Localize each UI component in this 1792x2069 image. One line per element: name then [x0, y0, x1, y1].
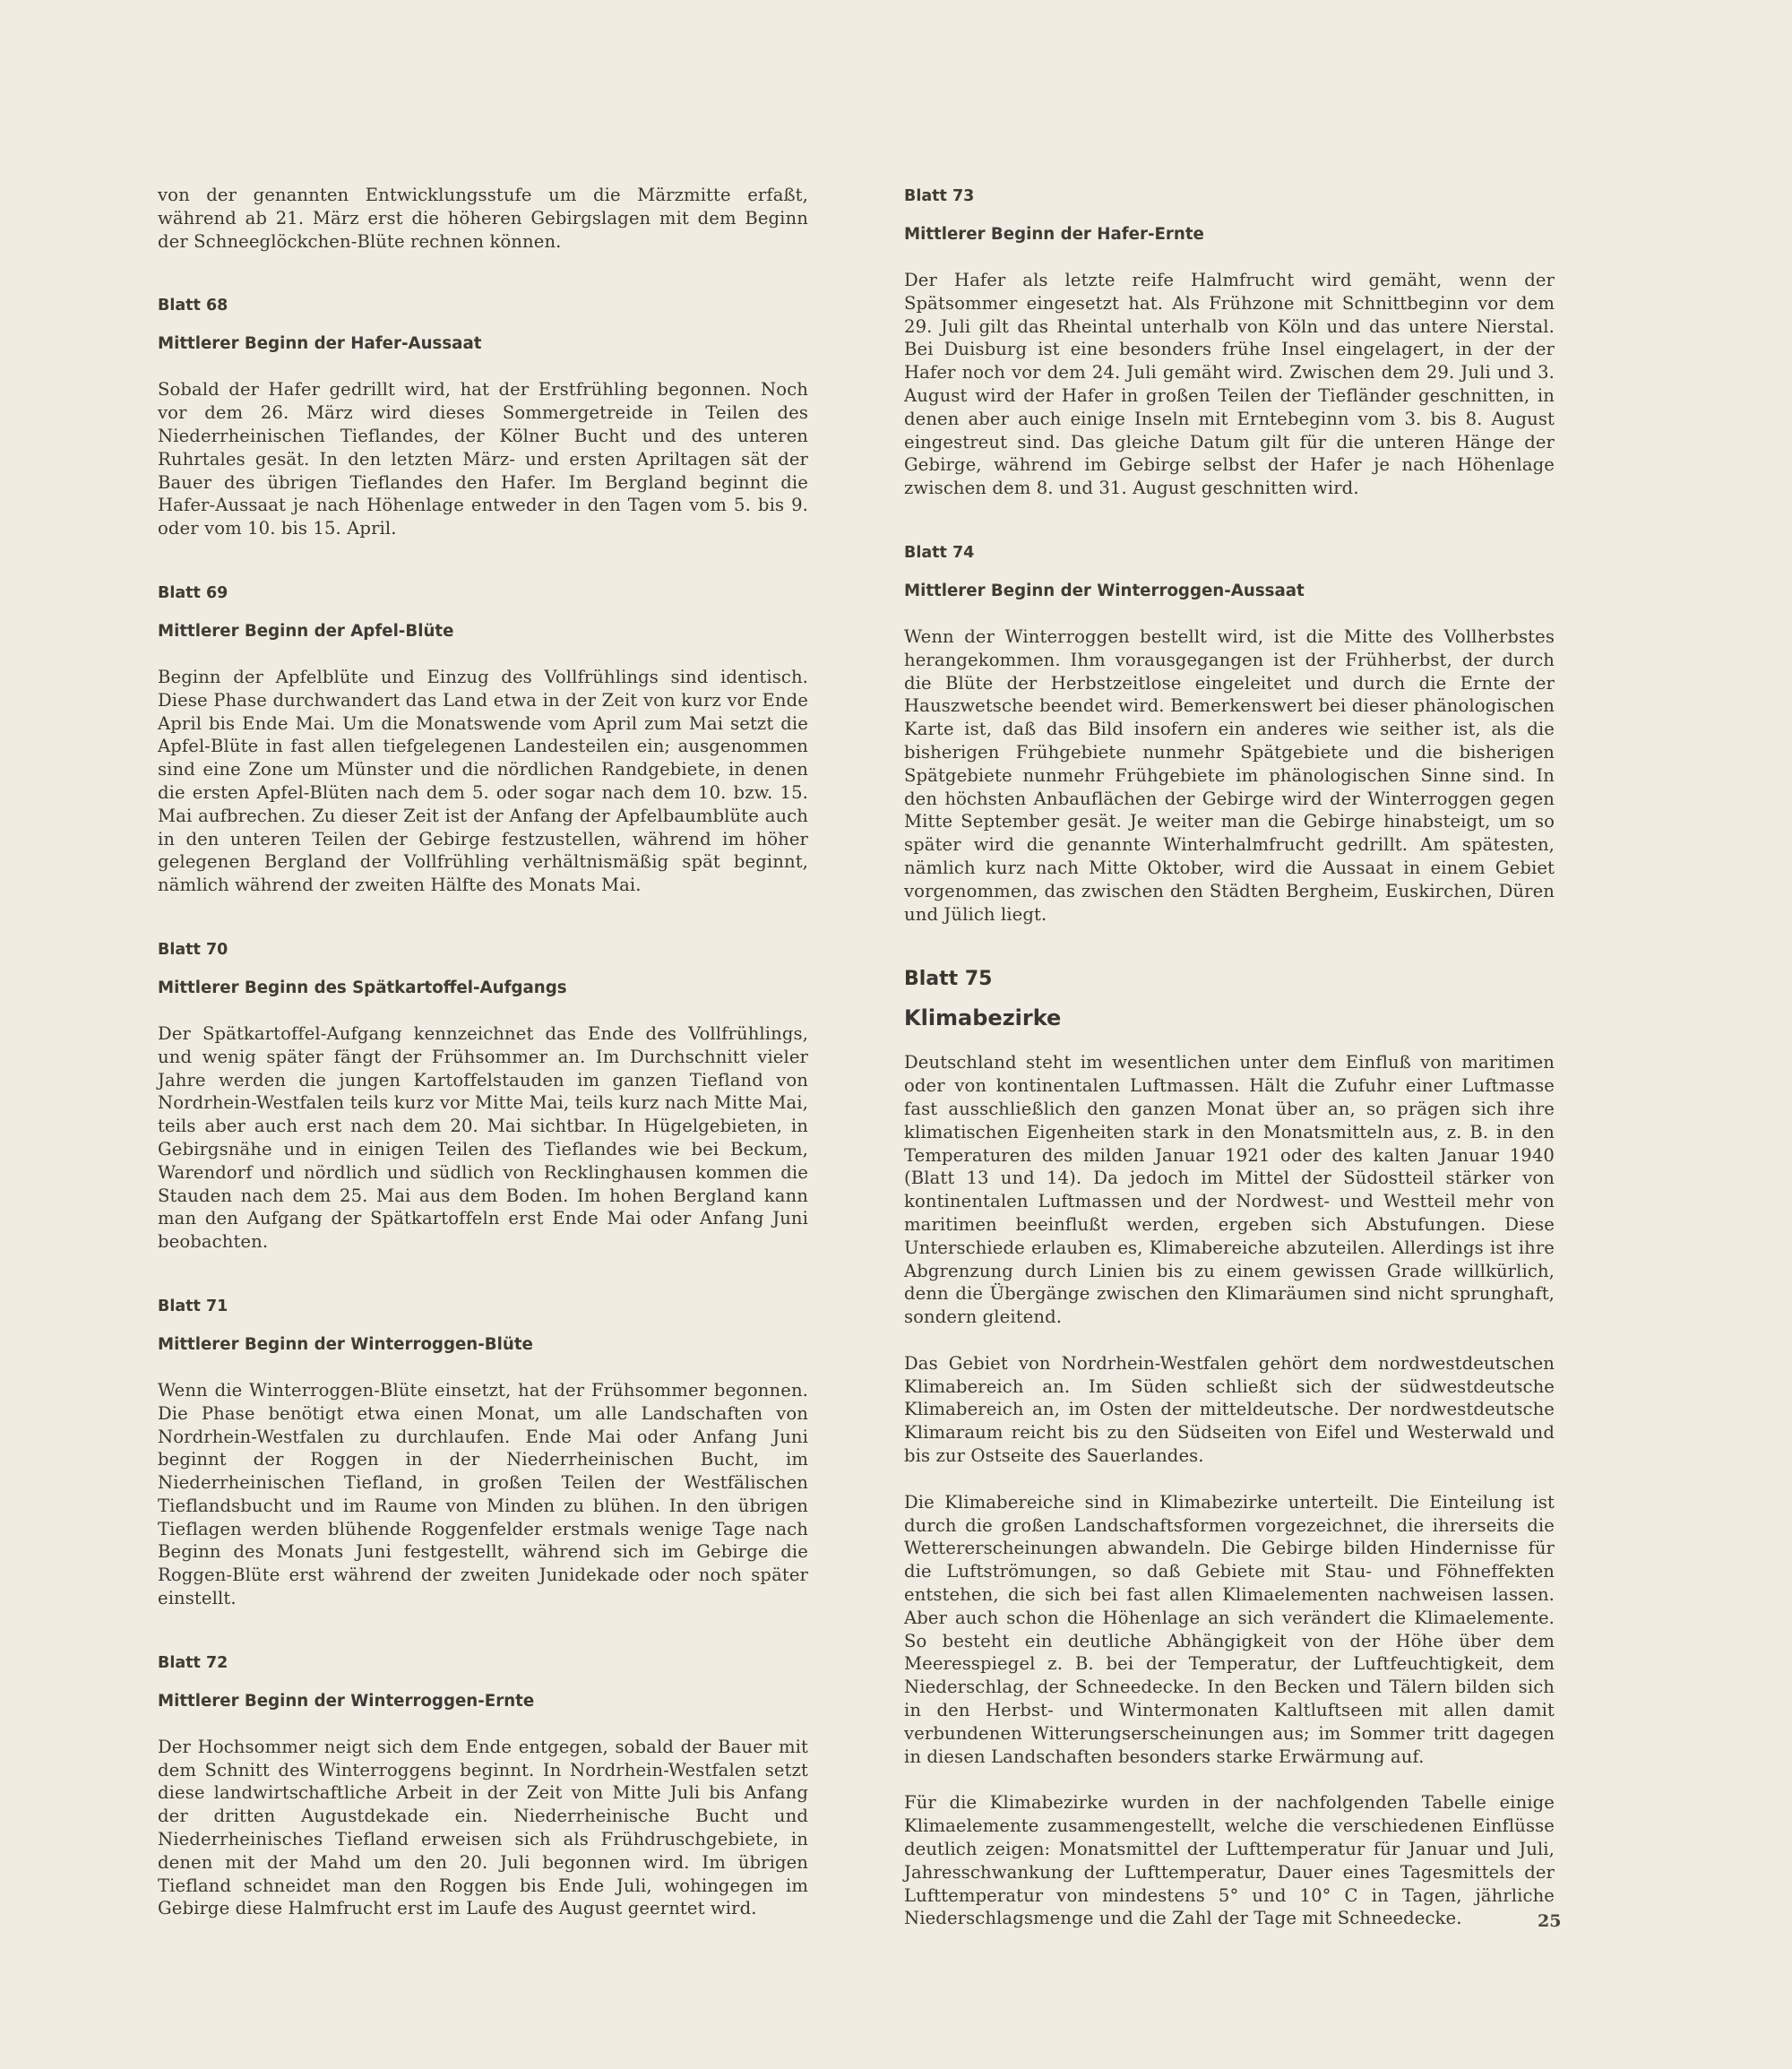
section-text: Wenn die Winterroggen-Blüte einsetzt, hat der Frühsommer begonnen. Die Phase benötigt etwa einen Monat, um alle Landschaften von Nordrhein-Westfalen zu durchlaufen. Ende Mai oder Anfang Juni beginnt der Roggen in der Niederrheinischen Bucht, im Niederrheinischen Tiefland, in großen Teilen der Westfälischen Tieflandsbucht und im Raume von Minden zu blühen. In den übrigen Tieflagen werden blühende Roggenfelder erstmals wenige Tage nach Beginn des Monats Juni festgestellt, während sich im Gebirge die Roggen-Blüte erst während der zweiten Junidekade oder noch später einstellt.: [158, 1379, 808, 1609]
section-blatt-74: [904, 543, 1555, 926]
right-column: [904, 186, 1555, 1930]
section-title: Mittlerer Beginn der Winterroggen-Blüte: [158, 1334, 533, 1354]
section-title: Mittlerer Beginn der Winterroggen-Aussaat: [904, 581, 1305, 600]
section-title: Mittlerer Beginn des Spätkartoffel-Aufgangs: [158, 978, 567, 997]
left-column: [158, 184, 808, 1920]
klimabezirke-paragraph-1: Deutschland steht im wesentlichen unter dem Einfluß von maritimen oder von kontinentalen Luftmassen. Hält die Zufuhr einer Luftmasse fast ausschließlich den ganzen Monat über an, so prägen sich ihre klimatischen Eigenheiten stark in den Monatsmitteln aus, z. B. in den Temperaturen des milden Januar 1921 oder des kalten Januar 1940 (Blatt 13 und 14). Da jedoch im Mittel der Südostteil stärker von kontinentalen Luftmassen und der Nordwest- und Westteil mehr von maritimen beeinflußt werden, ergeben sich Abstufungen. Diese Unterschiede erlauben es, Klimabereiche abzuteilen. Allerdings ist ihre Abgrenzung durch Linien bis zu einem gewissen Grade willkürlich, denn die Übergänge zwischen den Klimaräumen sind nicht sprunghaft, sondern gleitend.: [904, 1052, 1555, 1328]
intro-paragraph: von der genannten Entwicklungsstufe um die Märzmitte erfaßt, während ab 21. März erst die höheren Gebirgslagen mit dem Beginn der Schneeglöckchen-Blüte rechnen können.: [158, 185, 808, 252]
section-title: Mittlerer Beginn der Hafer-Aussaat: [158, 334, 482, 354]
section-blatt-75: [904, 967, 1555, 1930]
section-title: Klimabezirke: [904, 1005, 1062, 1031]
blatt-label: Blatt 69: [158, 583, 228, 602]
section-blatt-68: [158, 296, 808, 540]
section-blatt-71: [158, 1297, 808, 1610]
section-text: Der Spätkartoffel-Aufgang kennzeichnet das Ende des Vollfrühlings, und wenig später fängt der Frühsommer an. Im Durchschnitt vieler Jahre werden die jungen Kartoffelstauden im ganzen Tiefland von Nordrhein-Westfalen teils kurz vor Mitte Mai, teils kurz nach Mitte Mai, teils aber auch erst nach dem 20. Mai sichtbar. In Hügelgebieten, in Gebirgsnähe und in einigen Teilen des Tieflandes wie bei Beckum, Warendorf und nördlich und südlich von Recklinghausen kommen die Stauden nach dem 25. Mai aus dem Boden. Im hohen Bergland kann man den Aufgang der Spätkartoffeln erst Ende Mai oder Anfang Juni beobachten.: [158, 1022, 808, 1253]
blatt-label: Blatt 74: [904, 543, 975, 562]
blatt-label: Blatt 72: [158, 1653, 228, 1672]
klimabezirke-paragraph-3: Die Klimabereiche sind in Klimabezirke unterteilt. Die Einteilung ist durch die großen Landschaftsformen vorgezeichnet, die ihrerseits die Wettererscheinungen abwandeln. Die Gebirge bilden Hindernisse für die Luftströmungen, so daß Gebiete mit Stau- und Föhneffekten entstehen, die sich bei fast allen Klimaelementen nachweisen lassen. Aber auch schon die Höhenlage an sich verändert die Klimaelemente. So besteht ein deutliche Abhängigkeit von der Höhe über dem Meeresspiegel z. B. bei der Temperatur, der Luftfeuchtigkeit, dem Niederschlag, der Schneedecke. In den Becken und Tälern bilden sich in den Herbst- und Wintermonaten Kaltluftseen mit allen damit verbundenen Witterungserscheinungen aus; im Sommer tritt dagegen in diesen Landschaften besonders starke Erwärmung auf.: [904, 1491, 1555, 1767]
section-title: Mittlerer Beginn der Apfel-Blüte: [158, 621, 454, 641]
section-text: Der Hochsommer neigt sich dem Ende entgegen, sobald der Bauer mit dem Schnitt des Winterroggens beginnt. In Nordrhein-Westfalen setzt diese landwirtschaftliche Arbeit in der Zeit von Mitte Juli bis Anfang der dritten Augustdekade ein. Niederrheinische Bucht und Niederrheinisches Tiefland erweisen sich als Frühdruschgebiete, in denen mit der Mahd um den 20. Juli begonnen wird. Im übrigen Tiefland schneidet man den Roggen bis Ende Juli, wohingegen im Gebirge diese Halmfrucht erst im Laufe des August geerntet wird.: [158, 1736, 808, 1919]
page-number: 25: [1538, 1911, 1562, 1931]
blatt-label: Blatt 70: [158, 940, 228, 959]
blatt-label: Blatt 73: [904, 187, 975, 205]
klimabezirke-paragraph-2: Das Gebiet von Nordrhein-Westfalen gehört dem nordwestdeutschen Klimabereich an. Im Süden schließt sich der südwestdeutsche Klimabereich an, im Osten der mitteldeutsche. Der nordwestdeutsche Klimaraum reicht bis zu den Südseiten von Eifel und Westerwald und bis zur Ostseite des Sauerlandes.: [904, 1352, 1555, 1467]
klimabezirke-paragraph-4: Für die Klimabezirke wurden in der nachfolgenden Tabelle einige Klimaelemente zusammengestellt, welche die verschiedenen Einflüsse deutlich zeigen: Monatsmittel der Lufttemperatur für Januar und Juli, Jahresschwankung der Lufttemperatur, Dauer eines Tagesmittels der Lufttemperatur von mindestens 5° und 10° C in Tagen, jährliche Niederschlagsmenge und die Zahl der Tage mit Schneedecke.: [904, 1792, 1555, 1929]
section-blatt-69: [158, 583, 808, 897]
blatt-label: Blatt 68: [158, 297, 228, 315]
blatt-label: Blatt 71: [158, 1297, 228, 1315]
section-text: Der Hafer als letzte reife Halmfrucht wird gemäht, wenn der Spätsommer eingesetzt hat. Als Frühzone mit Schnittbeginn vor dem 29. Juli gilt das Rheintal unterhalb von Köln und das untere Nierstal. Bei Duisburg ist eine besonders frühe Insel eingelagert, in der der Hafer noch vor dem 24. Juli gemäht wird. Zwischen dem 29. Juli und 3. August wird der Hafer in großen Teilen der Tiefländer geschnitten, in denen aber auch einige Inseln mit Erntebeginn vom 3. bis 8. August eingestreut sind. Das gleiche Datum gilt für die unteren Hänge der Gebirge, während im Gebirge selbst der Hafer je nach Höhenlage zwischen dem 8. und 31. August geschnitten wird.: [904, 270, 1555, 499]
section-title: Mittlerer Beginn der Winterroggen-Ernte: [158, 1691, 535, 1711]
section-blatt-73: [904, 186, 1555, 500]
section-title: Mittlerer Beginn der Hafer-Ernte: [904, 225, 1204, 244]
section-blatt-70: [158, 940, 808, 1254]
section-text: Wenn der Winterroggen bestellt wird, ist die Mitte des Vollherbstes herangekommen. Ihm vorausgegangen ist der Frühherbst, der durch die Blüte der Herbstzeitlose eingeleitet und durch die Ernte der Hauszwetsche beendet wird. Bemerkenswert bei dieser phänologischen Karte ist, daß das Bild insofern ein anderes wie seither ist, als die bisherigen Frühgebiete nunmehr Spätgebiete und die bisherigen Spätgebiete nunmehr Frühgebiete im phänologischen Sinne sind. In den höchsten Anbauflächen der Gebirge wird der Winterroggen gegen Mitte September gesät. Je weiter man die Gebirge hinabsteigt, um so später wird die genannte Winterhalmfrucht gedrillt. Am spätesten, nämlich kurz nach Mitte Oktober, wird die Aussaat in einem Gebiet vorgenommen, das zwischen den Städten Bergheim, Euskirchen, Düren und Jülich liegt.: [904, 625, 1555, 925]
section-text: Beginn der Apfelblüte und Einzug des Vollfrühlings sind identisch. Diese Phase durchwandert das Land etwa in der Zeit von kurz vor Ende April bis Ende Mai. Um die Monatswende vom April zum Mai setzt die Apfel-Blüte in fast allen tiefgelegenen Landesteilen ein; ausgenommen sind eine Zone um Münster und die nördlichen Randgebiete, in denen die ersten Apfel-Blüten nach dem 5. oder sogar nach dem 10. bzw. 15. Mai aufbrechen. Zu dieser Zeit ist der Anfang der Apfelbaumblüte auch in den unteren Teilen der Gebirge festzustellen, während im höher gelegenen Bergland der Vollfrühling verhältnismäßig spät beginnt, nämlich während der zweiten Hälfte des Monats Mai.: [158, 666, 808, 896]
blatt-label: Blatt 75: [904, 968, 993, 991]
section-blatt-72: [158, 1653, 808, 1920]
section-text: Sobald der Hafer gedrillt wird, hat der Erstfrühling begonnen. Noch vor dem 26. März wird dieses Sommergetreide in Teilen des Niederrheinischen Tieflandes, der Kölner Bucht und des unteren Ruhrtales gesät. In den letzten März- und ersten Apriltagen sät der Bauer des übrigen Tieflandes den Hafer. Im Bergland beginnt die Hafer-Aussaat je nach Höhenlage entweder in den Tagen vom 5. bis 9. oder vom 10. bis 15. April.: [158, 379, 808, 539]
